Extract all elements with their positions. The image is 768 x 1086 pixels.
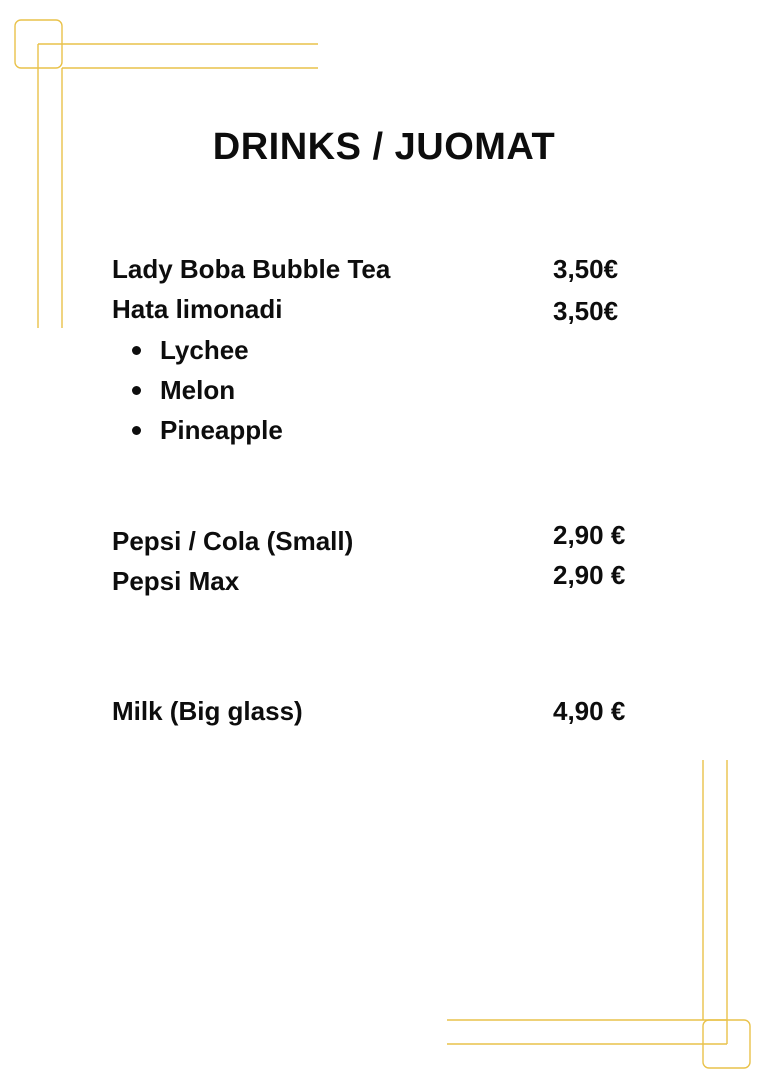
bullet-dot-icon <box>132 346 141 355</box>
menu-item-row <box>112 560 652 602</box>
item-name: Milk (Big glass) <box>112 696 303 726</box>
item-name: Hata limonadi <box>112 294 283 324</box>
menu-item-row <box>112 520 652 562</box>
flavor-label: Lychee <box>160 335 249 365</box>
list-item <box>112 412 283 452</box>
item-name: Lady Boba Bubble Tea <box>112 254 391 284</box>
list-item <box>112 332 283 372</box>
item-price: 3,50€ <box>553 254 619 284</box>
list-item <box>112 372 283 412</box>
flavor-label: Melon <box>160 375 236 405</box>
item-price: 4,90 € <box>553 696 626 726</box>
item-price: 2,90 € <box>553 560 626 590</box>
flavor-label: Pineapple <box>160 415 283 445</box>
menu-item-row <box>112 294 652 330</box>
item-name: Pepsi Max <box>112 566 240 596</box>
bottom-right-corner-ornament <box>447 760 750 1068</box>
item-price: 3,50€ <box>553 296 619 326</box>
menu-item-row <box>112 696 652 732</box>
menu-title: DRINKS / JUOMAT <box>212 126 556 168</box>
bullet-dot-icon <box>132 426 141 435</box>
menu-item-row <box>112 254 652 290</box>
item-name: Pepsi / Cola (Small) <box>112 526 354 556</box>
bullet-dot-icon <box>132 386 141 395</box>
item-price: 2,90 € <box>553 520 626 550</box>
flavor-options-list <box>112 332 283 452</box>
